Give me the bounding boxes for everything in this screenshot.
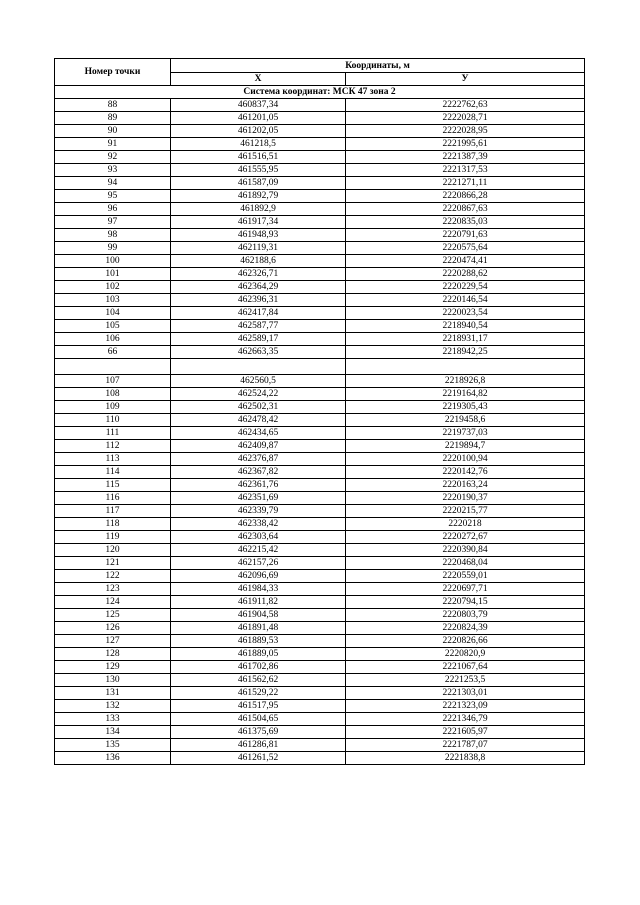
y-coordinate-cell: 2221253,5 [346, 674, 585, 687]
table-row [55, 479, 585, 492]
point-number-cell: 118 [55, 518, 171, 531]
point-number-cell: 89 [55, 112, 171, 125]
empty-cell [55, 359, 171, 375]
y-coordinate-cell: 2220218 [346, 518, 585, 531]
y-coordinate-cell: 2221787,07 [346, 739, 585, 752]
table-row [55, 333, 585, 346]
point-number-cell: 96 [55, 203, 171, 216]
table-row [55, 609, 585, 622]
table-row [55, 674, 585, 687]
x-coordinate-cell: 461218,5 [171, 138, 346, 151]
table-row [55, 125, 585, 138]
point-number-cell: 106 [55, 333, 171, 346]
point-number-cell: 98 [55, 229, 171, 242]
y-coordinate-cell: 2222028,95 [346, 125, 585, 138]
point-number-cell: 113 [55, 453, 171, 466]
point-number-cell: 110 [55, 414, 171, 427]
point-number-cell: 134 [55, 726, 171, 739]
y-coordinate-cell: 2221605,97 [346, 726, 585, 739]
x-coordinate-cell: 462351,69 [171, 492, 346, 505]
y-coordinate-cell: 2220794,15 [346, 596, 585, 609]
x-coordinate-cell: 462338,42 [171, 518, 346, 531]
point-number-cell: 101 [55, 268, 171, 281]
x-coordinate-cell: 461201,05 [171, 112, 346, 125]
table-row [55, 596, 585, 609]
table-row [55, 518, 585, 531]
table-row [55, 99, 585, 112]
y-coordinate-cell: 2220559,01 [346, 570, 585, 583]
table-row [55, 648, 585, 661]
y-coordinate-cell: 2219894,7 [346, 440, 585, 453]
x-coordinate-cell: 461904,58 [171, 609, 346, 622]
table-header [55, 59, 585, 86]
point-number-cell: 135 [55, 739, 171, 752]
x-coordinate-cell: 461917,34 [171, 216, 346, 229]
y-coordinate-cell: 2220803,79 [346, 609, 585, 622]
x-coordinate-cell: 461555,95 [171, 164, 346, 177]
x-coordinate-cell: 462367,82 [171, 466, 346, 479]
point-number-cell: 120 [55, 544, 171, 557]
point-number-cell: 88 [55, 99, 171, 112]
table-row [55, 307, 585, 320]
point-number-cell: 109 [55, 401, 171, 414]
point-number-cell: 131 [55, 687, 171, 700]
y-coordinate-cell: 2219458,6 [346, 414, 585, 427]
y-coordinate-cell: 2222028,71 [346, 112, 585, 125]
table-row [55, 203, 585, 216]
table-row [55, 635, 585, 648]
x-coordinate-cell: 461892,79 [171, 190, 346, 203]
table-row [55, 752, 585, 765]
table-row [55, 583, 585, 596]
x-coordinate-cell: 461889,05 [171, 648, 346, 661]
table-row [55, 622, 585, 635]
point-number-cell: 104 [55, 307, 171, 320]
y-coordinate-cell: 2220390,84 [346, 544, 585, 557]
y-coordinate-cell: 2221303,01 [346, 687, 585, 700]
table-row [55, 138, 585, 151]
x-coordinate-cell: 462119,31 [171, 242, 346, 255]
point-number-cell: 111 [55, 427, 171, 440]
x-coordinate-cell: 461587,09 [171, 177, 346, 190]
x-coordinate-cell: 462361,76 [171, 479, 346, 492]
x-coordinate-cell: 461516,51 [171, 151, 346, 164]
y-coordinate-cell: 2220142,76 [346, 466, 585, 479]
table-row [55, 713, 585, 726]
x-coordinate-cell: 460837,34 [171, 99, 346, 112]
x-coordinate-cell: 462417,84 [171, 307, 346, 320]
y-coordinate-cell: 2220468,04 [346, 557, 585, 570]
point-number-cell: 126 [55, 622, 171, 635]
point-number-cell: 97 [55, 216, 171, 229]
point-number-cell: 114 [55, 466, 171, 479]
x-coordinate-cell: 462303,64 [171, 531, 346, 544]
table-body [55, 86, 585, 765]
empty-cell [171, 359, 346, 375]
y-coordinate-cell: 2221838,8 [346, 752, 585, 765]
x-coordinate-cell: 462663,35 [171, 346, 346, 359]
table-row [55, 320, 585, 333]
table-row [55, 268, 585, 281]
x-coordinate-cell: 461891,48 [171, 622, 346, 635]
point-number-cell: 90 [55, 125, 171, 138]
coordinates-header: Координаты, м [171, 59, 585, 73]
table-row [55, 453, 585, 466]
y-coordinate-cell: 2222762,63 [346, 99, 585, 112]
point-number-cell: 103 [55, 294, 171, 307]
x-coordinate-cell: 461261,52 [171, 752, 346, 765]
y-coordinate-cell: 2221346,79 [346, 713, 585, 726]
x-coordinate-cell: 462478,42 [171, 414, 346, 427]
x-coordinate-cell: 462502,31 [171, 401, 346, 414]
table-row [55, 388, 585, 401]
table-row [55, 112, 585, 125]
x-coordinate-cell: 462339,79 [171, 505, 346, 518]
x-coordinate-cell: 462524,22 [171, 388, 346, 401]
point-number-cell: 124 [55, 596, 171, 609]
x-column-header: Х [171, 73, 346, 86]
x-coordinate-cell: 461889,53 [171, 635, 346, 648]
point-number-cell: 128 [55, 648, 171, 661]
point-number-cell: 107 [55, 375, 171, 388]
y-coordinate-cell: 2219305,43 [346, 401, 585, 414]
table-row [55, 466, 585, 479]
x-coordinate-cell: 461562,62 [171, 674, 346, 687]
x-coordinate-cell: 461202,05 [171, 125, 346, 138]
table-row [55, 242, 585, 255]
point-number-cell: 105 [55, 320, 171, 333]
y-coordinate-cell: 2220215,77 [346, 505, 585, 518]
y-coordinate-cell: 2220023,54 [346, 307, 585, 320]
y-coordinate-cell: 2218942,25 [346, 346, 585, 359]
table-row [55, 687, 585, 700]
point-number-cell: 125 [55, 609, 171, 622]
y-coordinate-cell: 2220866,28 [346, 190, 585, 203]
table-row [55, 414, 585, 427]
point-number-cell: 108 [55, 388, 171, 401]
table-row [55, 229, 585, 242]
x-coordinate-cell: 461948,93 [171, 229, 346, 242]
y-coordinate-cell: 2220229,54 [346, 281, 585, 294]
point-number-cell: 132 [55, 700, 171, 713]
y-coordinate-cell: 2220288,62 [346, 268, 585, 281]
table-row [55, 544, 585, 557]
y-coordinate-cell: 2220272,67 [346, 531, 585, 544]
x-coordinate-cell: 462376,87 [171, 453, 346, 466]
table-row [55, 375, 585, 388]
y-coordinate-cell: 2218940,54 [346, 320, 585, 333]
table-row [55, 177, 585, 190]
y-coordinate-cell: 2219737,03 [346, 427, 585, 440]
point-number-cell: 133 [55, 713, 171, 726]
y-coordinate-cell: 2220824,39 [346, 622, 585, 635]
y-coordinate-cell: 2218926,8 [346, 375, 585, 388]
coordinate-system-label: Система координат: МСК 47 зона 2 [55, 86, 585, 99]
table-row [55, 294, 585, 307]
point-number-cell: 116 [55, 492, 171, 505]
x-coordinate-cell: 461911,82 [171, 596, 346, 609]
x-coordinate-cell: 462587,77 [171, 320, 346, 333]
table-row [55, 255, 585, 268]
x-coordinate-cell: 461517,95 [171, 700, 346, 713]
y-column-header: У [346, 73, 585, 86]
point-number-cell: 66 [55, 346, 171, 359]
point-number-cell: 130 [55, 674, 171, 687]
point-number-cell: 94 [55, 177, 171, 190]
table-row [55, 726, 585, 739]
x-coordinate-cell: 461984,33 [171, 583, 346, 596]
y-coordinate-cell: 2220146,54 [346, 294, 585, 307]
table-row [55, 661, 585, 674]
x-coordinate-cell: 461529,22 [171, 687, 346, 700]
x-coordinate-cell: 462434,65 [171, 427, 346, 440]
point-number-cell: 95 [55, 190, 171, 203]
point-number-cell: 127 [55, 635, 171, 648]
separator-row [55, 359, 585, 375]
table-row [55, 346, 585, 359]
y-coordinate-cell: 2220791,63 [346, 229, 585, 242]
point-number-cell: 136 [55, 752, 171, 765]
x-coordinate-cell: 461286,81 [171, 739, 346, 752]
x-coordinate-cell: 461375,69 [171, 726, 346, 739]
table-row [55, 281, 585, 294]
x-coordinate-cell: 462157,26 [171, 557, 346, 570]
y-coordinate-cell: 2221317,53 [346, 164, 585, 177]
y-coordinate-cell: 2220190,37 [346, 492, 585, 505]
y-coordinate-cell: 2221323,09 [346, 700, 585, 713]
y-coordinate-cell: 2220575,64 [346, 242, 585, 255]
table-row [55, 427, 585, 440]
table-row [55, 531, 585, 544]
y-coordinate-cell: 2220835,03 [346, 216, 585, 229]
empty-cell [346, 359, 585, 375]
y-coordinate-cell: 2221271,11 [346, 177, 585, 190]
table-row [55, 700, 585, 713]
x-coordinate-cell: 461892,9 [171, 203, 346, 216]
point-number-cell: 119 [55, 531, 171, 544]
table-row [55, 216, 585, 229]
table-row [55, 505, 585, 518]
point-number-cell: 102 [55, 281, 171, 294]
y-coordinate-cell: 2220100,94 [346, 453, 585, 466]
point-number-cell: 92 [55, 151, 171, 164]
point-number-cell: 121 [55, 557, 171, 570]
table-row [55, 164, 585, 177]
x-coordinate-cell: 462188,6 [171, 255, 346, 268]
point-number-header: Номер точки [55, 59, 171, 86]
y-coordinate-cell: 2220867,63 [346, 203, 585, 216]
x-coordinate-cell: 462560,5 [171, 375, 346, 388]
y-coordinate-cell: 2220474,41 [346, 255, 585, 268]
x-coordinate-cell: 461702,86 [171, 661, 346, 674]
y-coordinate-cell: 2220163,24 [346, 479, 585, 492]
point-number-cell: 100 [55, 255, 171, 268]
y-coordinate-cell: 2220820,9 [346, 648, 585, 661]
x-coordinate-cell: 462409,87 [171, 440, 346, 453]
table-row [55, 570, 585, 583]
y-coordinate-cell: 2218931,17 [346, 333, 585, 346]
table-row [55, 401, 585, 414]
point-number-cell: 129 [55, 661, 171, 674]
y-coordinate-cell: 2220697,71 [346, 583, 585, 596]
y-coordinate-cell: 2221387,39 [346, 151, 585, 164]
x-coordinate-cell: 462364,29 [171, 281, 346, 294]
y-coordinate-cell: 2219164,82 [346, 388, 585, 401]
table-row [55, 739, 585, 752]
point-number-cell: 122 [55, 570, 171, 583]
y-coordinate-cell: 2221995,61 [346, 138, 585, 151]
x-coordinate-cell: 461504,65 [171, 713, 346, 726]
table-row [55, 440, 585, 453]
coordinates-table-container [54, 58, 584, 765]
table-row [55, 557, 585, 570]
y-coordinate-cell: 2221067,64 [346, 661, 585, 674]
point-number-cell: 115 [55, 479, 171, 492]
x-coordinate-cell: 462396,31 [171, 294, 346, 307]
x-coordinate-cell: 462215,42 [171, 544, 346, 557]
table-row [55, 151, 585, 164]
point-number-cell: 91 [55, 138, 171, 151]
x-coordinate-cell: 462096,69 [171, 570, 346, 583]
table-row [55, 492, 585, 505]
table-row [55, 190, 585, 203]
point-number-cell: 112 [55, 440, 171, 453]
point-number-cell: 99 [55, 242, 171, 255]
x-coordinate-cell: 462589,17 [171, 333, 346, 346]
point-number-cell: 117 [55, 505, 171, 518]
x-coordinate-cell: 462326,71 [171, 268, 346, 281]
y-coordinate-cell: 2220826,66 [346, 635, 585, 648]
point-number-cell: 123 [55, 583, 171, 596]
point-number-cell: 93 [55, 164, 171, 177]
coordinates-table [54, 58, 585, 765]
